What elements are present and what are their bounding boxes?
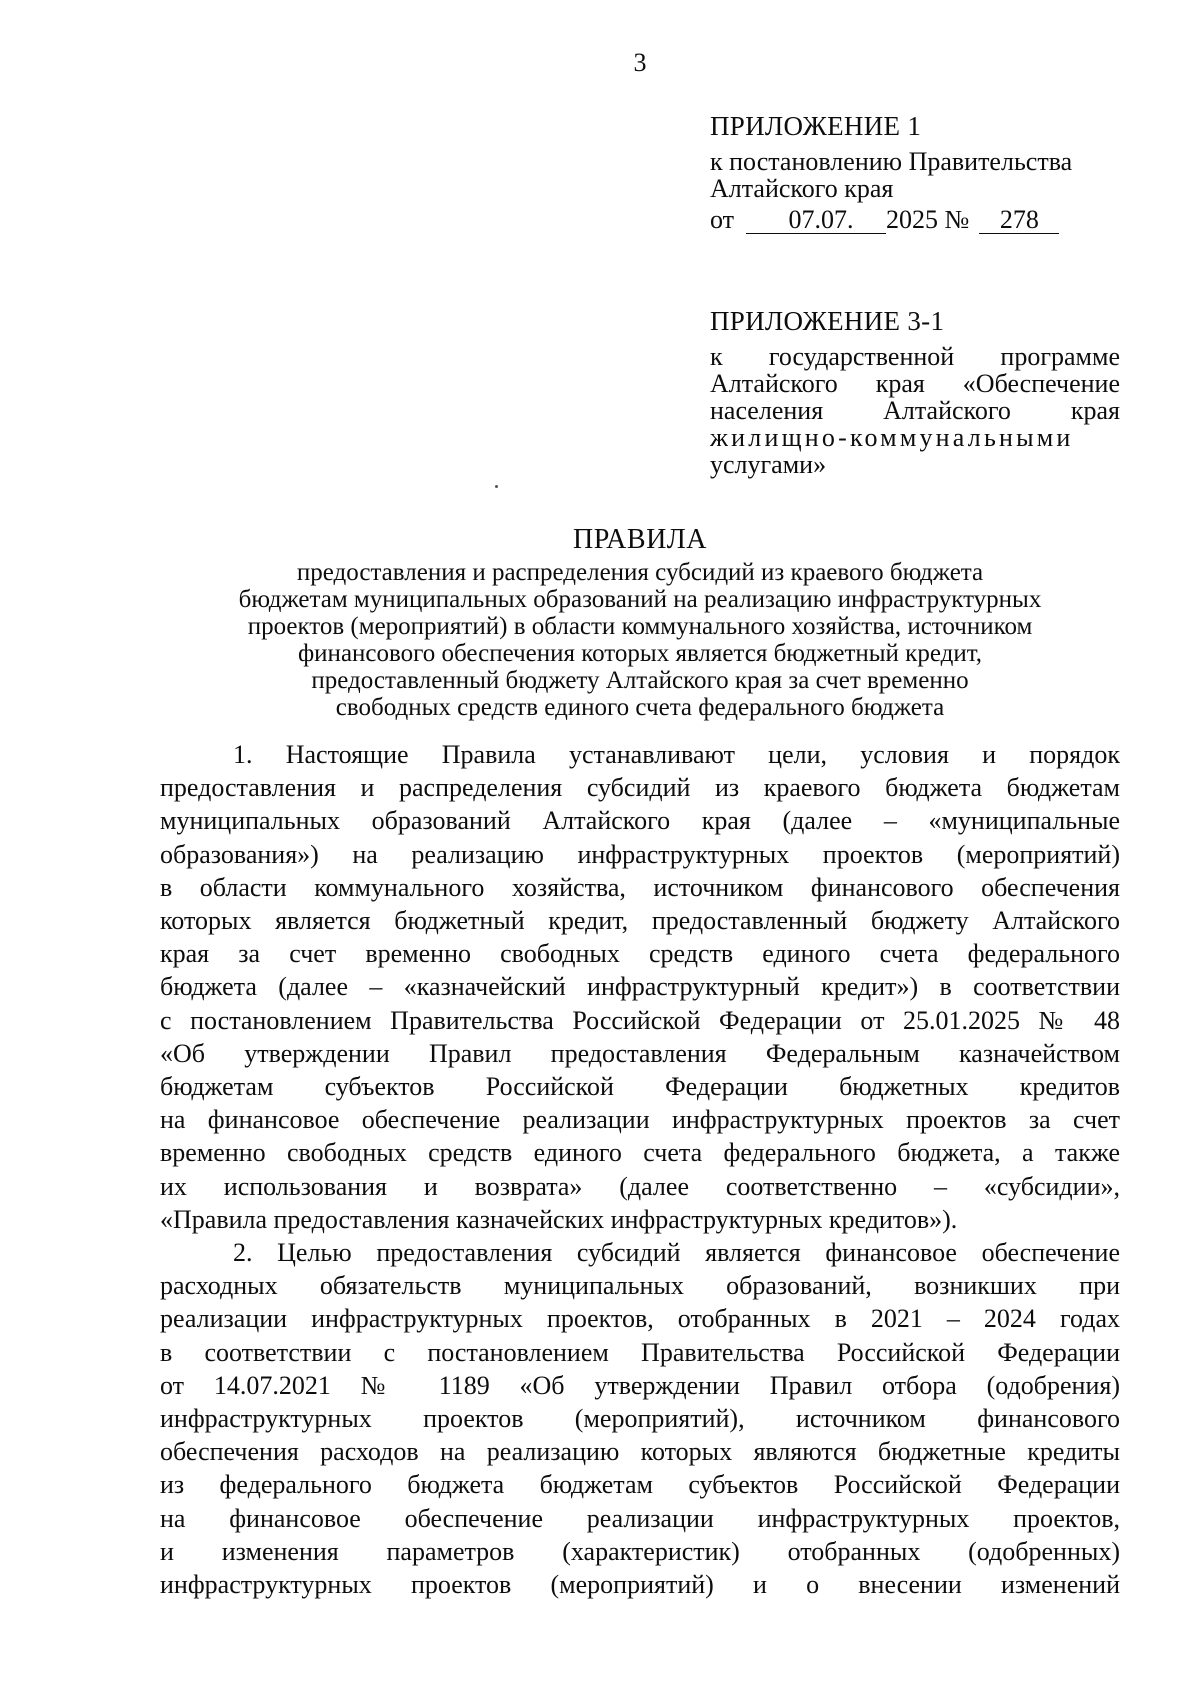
paragraph-2-line: от 14.07.2021 № 1189 «Об утверждении Правил отбора (одобрения) bbox=[160, 1370, 1120, 1400]
paragraph-1-line: края за счет временно свободных средств единого счета федерального bbox=[160, 939, 1120, 969]
paragraph-2-line: расходных обязательств муниципальных образований, возникших при bbox=[160, 1271, 1120, 1301]
appendix-1-title: ПРИЛОЖЕНИЕ 1 bbox=[710, 111, 922, 141]
paragraph-2-line: из федерального бюджета бюджетам субъектов Российской Федерации bbox=[160, 1470, 1120, 1500]
paragraph-1-line: «Об утверждении Правил предоставления Федеральным казначейством bbox=[160, 1038, 1120, 1068]
rules-subtitle-line: проектов (мероприятий) в области коммунального хозяйства, источником bbox=[247, 613, 1033, 640]
paragraph-1-line: которых является бюджетный кредит, предоставленный бюджету Алтайского bbox=[160, 906, 1120, 936]
paragraph-1-line: временно свободных средств единого счета федерального бюджета, а также bbox=[160, 1138, 1120, 1168]
paragraph-2-line: и изменения параметров (характеристик) отобранных (одобренных) bbox=[160, 1536, 1120, 1566]
paragraph-2-line: обеспечения расходов на реализацию которых являются бюджетные кредиты bbox=[160, 1437, 1120, 1467]
paragraph-1-line: бюджетам субъектов Российской Федерации бюджетных кредитов bbox=[160, 1072, 1120, 1102]
rules-subtitle-line: предоставленный бюджету Алтайского края за счет временно bbox=[311, 667, 969, 694]
appendix-3-1-block bbox=[710, 308, 1120, 478]
appendix-1-block bbox=[710, 113, 1120, 234]
paragraph-2-line: 2. Целью предоставления субсидий является финансовое обеспечение bbox=[233, 1238, 1120, 1268]
appendix-1-line: к постановлению Правительства bbox=[710, 147, 1073, 176]
appendix-3-1-title: ПРИЛОЖЕНИЕ 3-1 bbox=[710, 306, 945, 336]
paragraph-1-line: в области коммунального хозяйства, источником финансового обеспечения bbox=[160, 872, 1120, 902]
paragraph-2-line: на финансовое обеспечение реализации инфраструктурных проектов, bbox=[160, 1503, 1120, 1533]
paragraph-1-line: с постановлением Правительства Российской Федерации от 25.01.2025 № 48 bbox=[160, 1005, 1120, 1035]
paragraph-2-line: в соответствии с постановлением Правительства Российской Федерации bbox=[160, 1337, 1120, 1367]
paragraph-1-line: бюджета (далее – «казначейский инфраструктурный кредит») в соответствии bbox=[160, 972, 1120, 1002]
paragraph-2-line: реализации инфраструктурных проектов, отобранных в 2021 – 2024 годах bbox=[160, 1304, 1120, 1334]
appendix-3-1-line: Алтайского края «Обеспечение bbox=[710, 369, 1120, 398]
paragraph-1-line: предоставления и распределения субсидий из краевого бюджета бюджетам bbox=[160, 773, 1120, 803]
decree-year: 2025 № bbox=[886, 205, 970, 234]
decree-date: 07.07. bbox=[746, 207, 886, 234]
paragraph-1-line: их использования и возврата» (далее соответственно – «субсидии», bbox=[160, 1171, 1120, 1201]
appendix-3-1-line: услугами» bbox=[710, 450, 827, 479]
page-number: 3 bbox=[633, 48, 647, 77]
rules-title: ПРАВИЛА bbox=[572, 524, 708, 555]
appendix-3-1-line: к государственной программе bbox=[710, 342, 1120, 371]
rules-title-block bbox=[160, 525, 1120, 721]
appendix-3-1-line: населения Алтайского края bbox=[710, 396, 1120, 425]
paragraph-2-line: инфраструктурных проектов (мероприятий), источником финансового bbox=[160, 1404, 1120, 1434]
rules-subtitle-line: бюджетам муниципальных образований на реализацию инфраструктурных bbox=[238, 586, 1042, 613]
appendix-3-1-line: жилищно-коммунальными bbox=[710, 423, 1074, 452]
appendix-1-date-line bbox=[710, 206, 1120, 234]
decree-number: 278 bbox=[979, 207, 1059, 234]
paragraph-1-line: образования») на реализацию инфраструктурных проектов (мероприятий) bbox=[160, 839, 1120, 869]
paragraph-1-line: муниципальных образований Алтайского края (далее – «муниципальные bbox=[160, 806, 1120, 836]
paragraph-1-line: на финансовое обеспечение реализации инфраструктурных проектов за счет bbox=[160, 1105, 1120, 1135]
rules-body bbox=[160, 738, 1120, 1601]
appendix-1-line: Алтайского края bbox=[710, 174, 894, 203]
paragraph-1-line: «Правила предоставления казначейских инфраструктурных кредитов»). bbox=[160, 1204, 958, 1234]
scan-speck bbox=[495, 485, 498, 488]
paragraph-2-line: инфраструктурных проектов (мероприятий) и о внесении изменений bbox=[160, 1570, 1120, 1600]
rules-subtitle-line: предоставления и распределения субсидий из краевого бюджета bbox=[296, 559, 984, 586]
from-label: от bbox=[710, 205, 735, 234]
rules-subtitle-line: свободных средств единого счета федерального бюджета bbox=[335, 694, 945, 721]
paragraph-1-line: 1. Настоящие Правила устанавливают цели, условия и порядок bbox=[233, 740, 1120, 769]
rules-subtitle-line: финансового обеспечения которых является бюджетный кредит, bbox=[297, 640, 982, 667]
